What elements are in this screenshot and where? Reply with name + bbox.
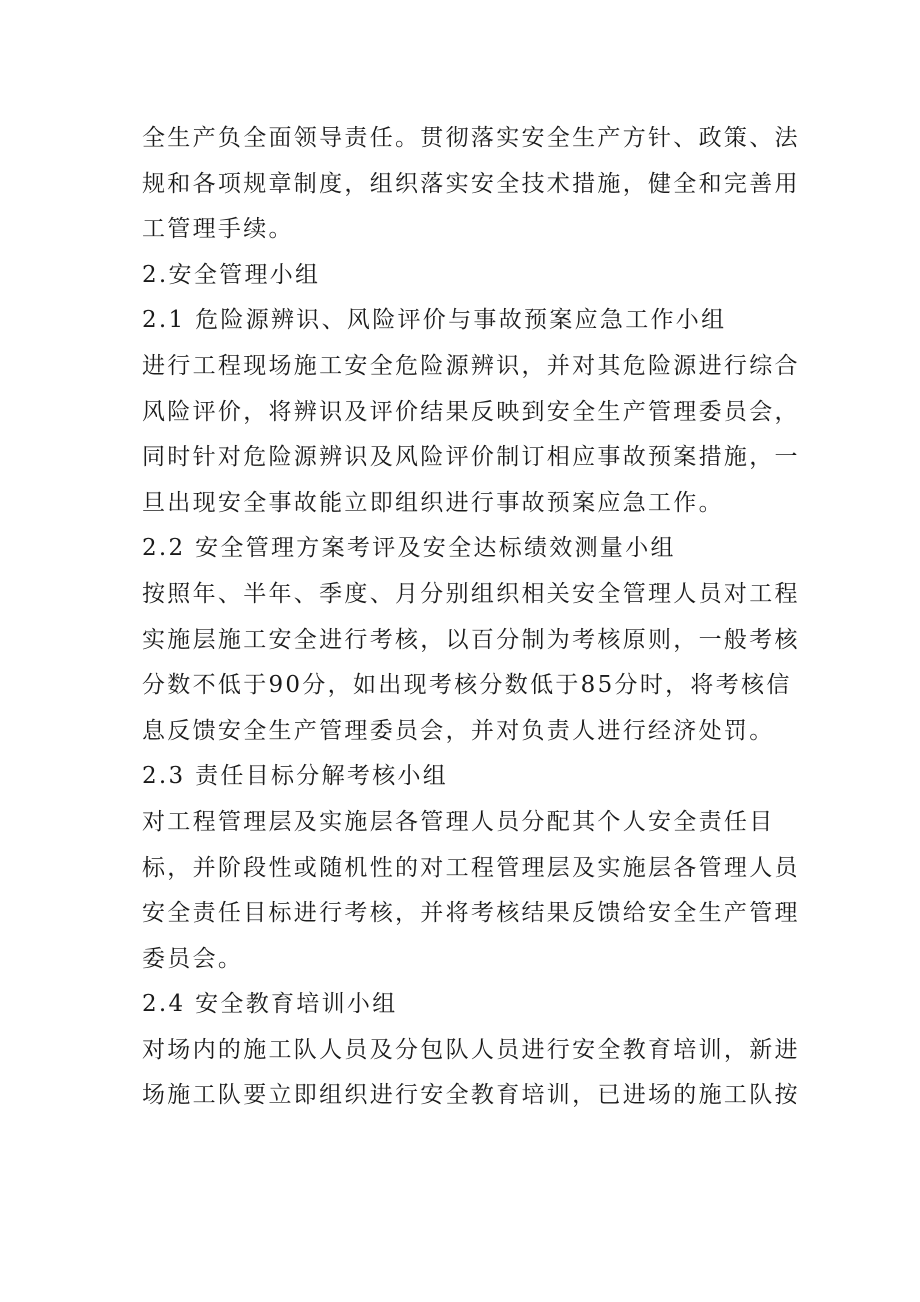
- paragraph-line: 规和各项规章制度，组织落实安全技术措施，健全和完善用: [142, 170, 800, 197]
- subsection-heading: 2.4 安全教育培训小组: [142, 991, 398, 1018]
- paragraph-line: 全生产负全面领导责任。贯彻落实安全生产方针、政策、法: [142, 125, 800, 151]
- paragraph-line: 进行工程现场施工安全危险源辨识，并对其危险源进行综合: [142, 352, 800, 379]
- paragraph-line: 旦出现安全事故能立即组织进行事故预案应急工作。: [142, 489, 724, 516]
- subsection-heading: 2.1 危险源辨识、风险评价与事故预案应急工作小组: [142, 307, 727, 334]
- section-heading: 2.安全管理小组: [142, 261, 321, 288]
- paragraph-line: 分数不低于90分，如出现考核分数低于85分时，将考核信: [142, 672, 792, 699]
- paragraph-line: 息反馈安全生产管理委员会，并对负责人进行经济处罚。: [142, 717, 775, 744]
- paragraph-line: 场施工队要立即组织进行安全教育培训，已进场的施工队按: [142, 1082, 800, 1109]
- subsection-heading: 2.2 安全管理方案考评及安全达标绩效测量小组: [142, 535, 676, 562]
- paragraph-line: 风险评价，将辨识及评价结果反映到安全生产管理委员会，: [142, 398, 800, 425]
- paragraph-line: 按照年、半年、季度、月分别组织相关安全管理人员对工程: [142, 580, 800, 607]
- paragraph-line: 对场内的施工队人员及分包队人员进行安全教育培训，新进: [142, 1036, 800, 1063]
- paragraph-line: 标，并阶段性或随机性的对工程管理层及实施层各管理人员: [142, 854, 800, 881]
- paragraph-line: 对工程管理层及实施层各管理人员分配其个人安全责任目: [142, 808, 775, 835]
- paragraph-line: 实施层施工安全进行考核，以百分制为考核原则，一般考核: [142, 626, 800, 653]
- paragraph-line: 安全责任目标进行考核，并将考核结果反馈给安全生产管理: [142, 900, 800, 927]
- subsection-heading: 2.3 责任目标分解考核小组: [142, 763, 449, 790]
- paragraph-line: 委员会。: [142, 945, 244, 972]
- paragraph-line: 工管理手续。: [142, 216, 294, 243]
- document-body: [142, 116, 800, 1119]
- paragraph-line: 同时针对危险源辨识及风险评价制订相应事故预案措施，一: [142, 444, 800, 471]
